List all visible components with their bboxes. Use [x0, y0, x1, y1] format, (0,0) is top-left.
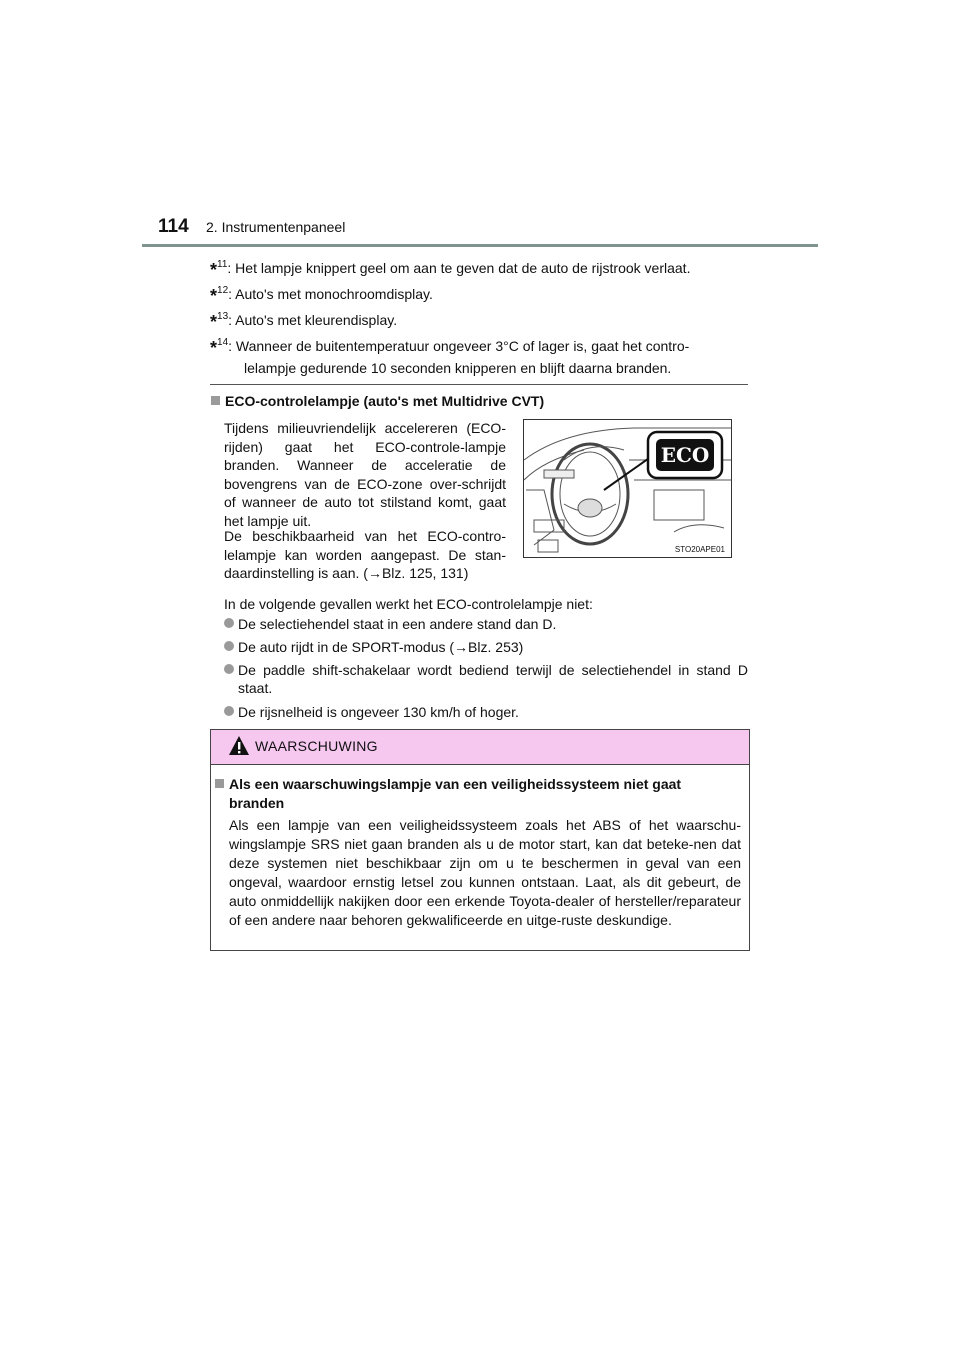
section-title: 2. Instrumentenpaneel — [206, 219, 346, 235]
warning-triangle-icon — [228, 735, 250, 757]
footnote-13: *$^{13}$: Auto's met kleurendisplay. — [210, 311, 398, 332]
footnote-14: *$^{14}$: Wanneer de buitentemperatuur ongeveer 3°C of lager is, gaat het contro- lelampje gedurende 10 seconden knipperen en blijft daarna branden. — [210, 337, 690, 376]
page-number: 114 — [158, 216, 189, 237]
list-item: De selectiehendel staat in een andere stand dan D. — [224, 615, 748, 633]
eco-paragraph-2: De beschikbaarheid van het ECO-contro-lelampje kan worden aangepast. De stan-daardinstelling is aan. (→Blz. 125, 131) — [224, 528, 506, 581]
footnote-11: *$^{11}$: Het lampje knippert geel om aan te geven dat de auto de rijstrook verlaat. — [210, 259, 691, 280]
dashboard-drawing — [524, 420, 732, 558]
eco-heading: ECO-controlelampje (auto's met Multidrive CVT) — [211, 393, 544, 409]
section-divider — [210, 384, 748, 385]
warning-header — [211, 730, 749, 765]
list-item: De rijsnelheid is ongeveer 130 km/h of hoger. — [224, 703, 748, 721]
header-rule — [142, 244, 818, 247]
eco-indicator-illustration — [523, 419, 732, 558]
square-bullet-icon — [211, 396, 220, 405]
square-bullet-icon — [215, 779, 224, 788]
list-item: De auto rijdt in de SPORT-modus (→Blz. 253) — [224, 638, 748, 656]
round-bullet-icon — [224, 641, 234, 651]
figure-code: STO20APE01 — [674, 545, 725, 554]
warning-title: WAARSCHUWING — [255, 738, 378, 754]
eco-label: ECO — [660, 443, 710, 467]
round-bullet-icon — [224, 706, 234, 716]
warning-box — [210, 729, 750, 951]
eco-paragraph-1: Tijdens milieuvriendelijk accelereren (ECO-rijden) gaat het ECO-controle-lampje branden. Wanneer de acceleratie de bovengrens van de ECO-zone over-schrijdt of wanneer de auto tot stilstand komt, gaat het lampje uit. — [224, 420, 506, 529]
footnote-12: *$^{12}$: Auto's met monochroomdisplay. — [210, 285, 433, 306]
warning-subheading: Als een waarschuwingslampje van een veiligheidssysteem niet gaat branden — [215, 775, 745, 813]
eco-intro: In de volgende gevallen werkt het ECO-controlelampje niet: — [224, 596, 593, 612]
warning-body: Als een lampje van een veiligheidssysteem zoals het ABS of het waarschu-wingslampje SRS niet gaan branden als u de motor start, kan dat beteke-nen dat deze systemen niet beschikbaar zijn om u te beschermen in geval van een ongeval, waardoor ernstig letsel zou kunnen ontstaan. Laat, als dit gebeurt, de auto onmiddellijk nakijken door een erkende Toyota-dealer of hersteller/reparateur of een andere naar behoren gekwalificeerde en uitge-ruste deskundige. — [229, 817, 741, 928]
round-bullet-icon — [224, 664, 234, 674]
list-item: De paddle shift-schakelaar wordt bediend terwijl de selectiehendel in stand D staat. — [224, 661, 748, 697]
round-bullet-icon — [224, 618, 234, 628]
